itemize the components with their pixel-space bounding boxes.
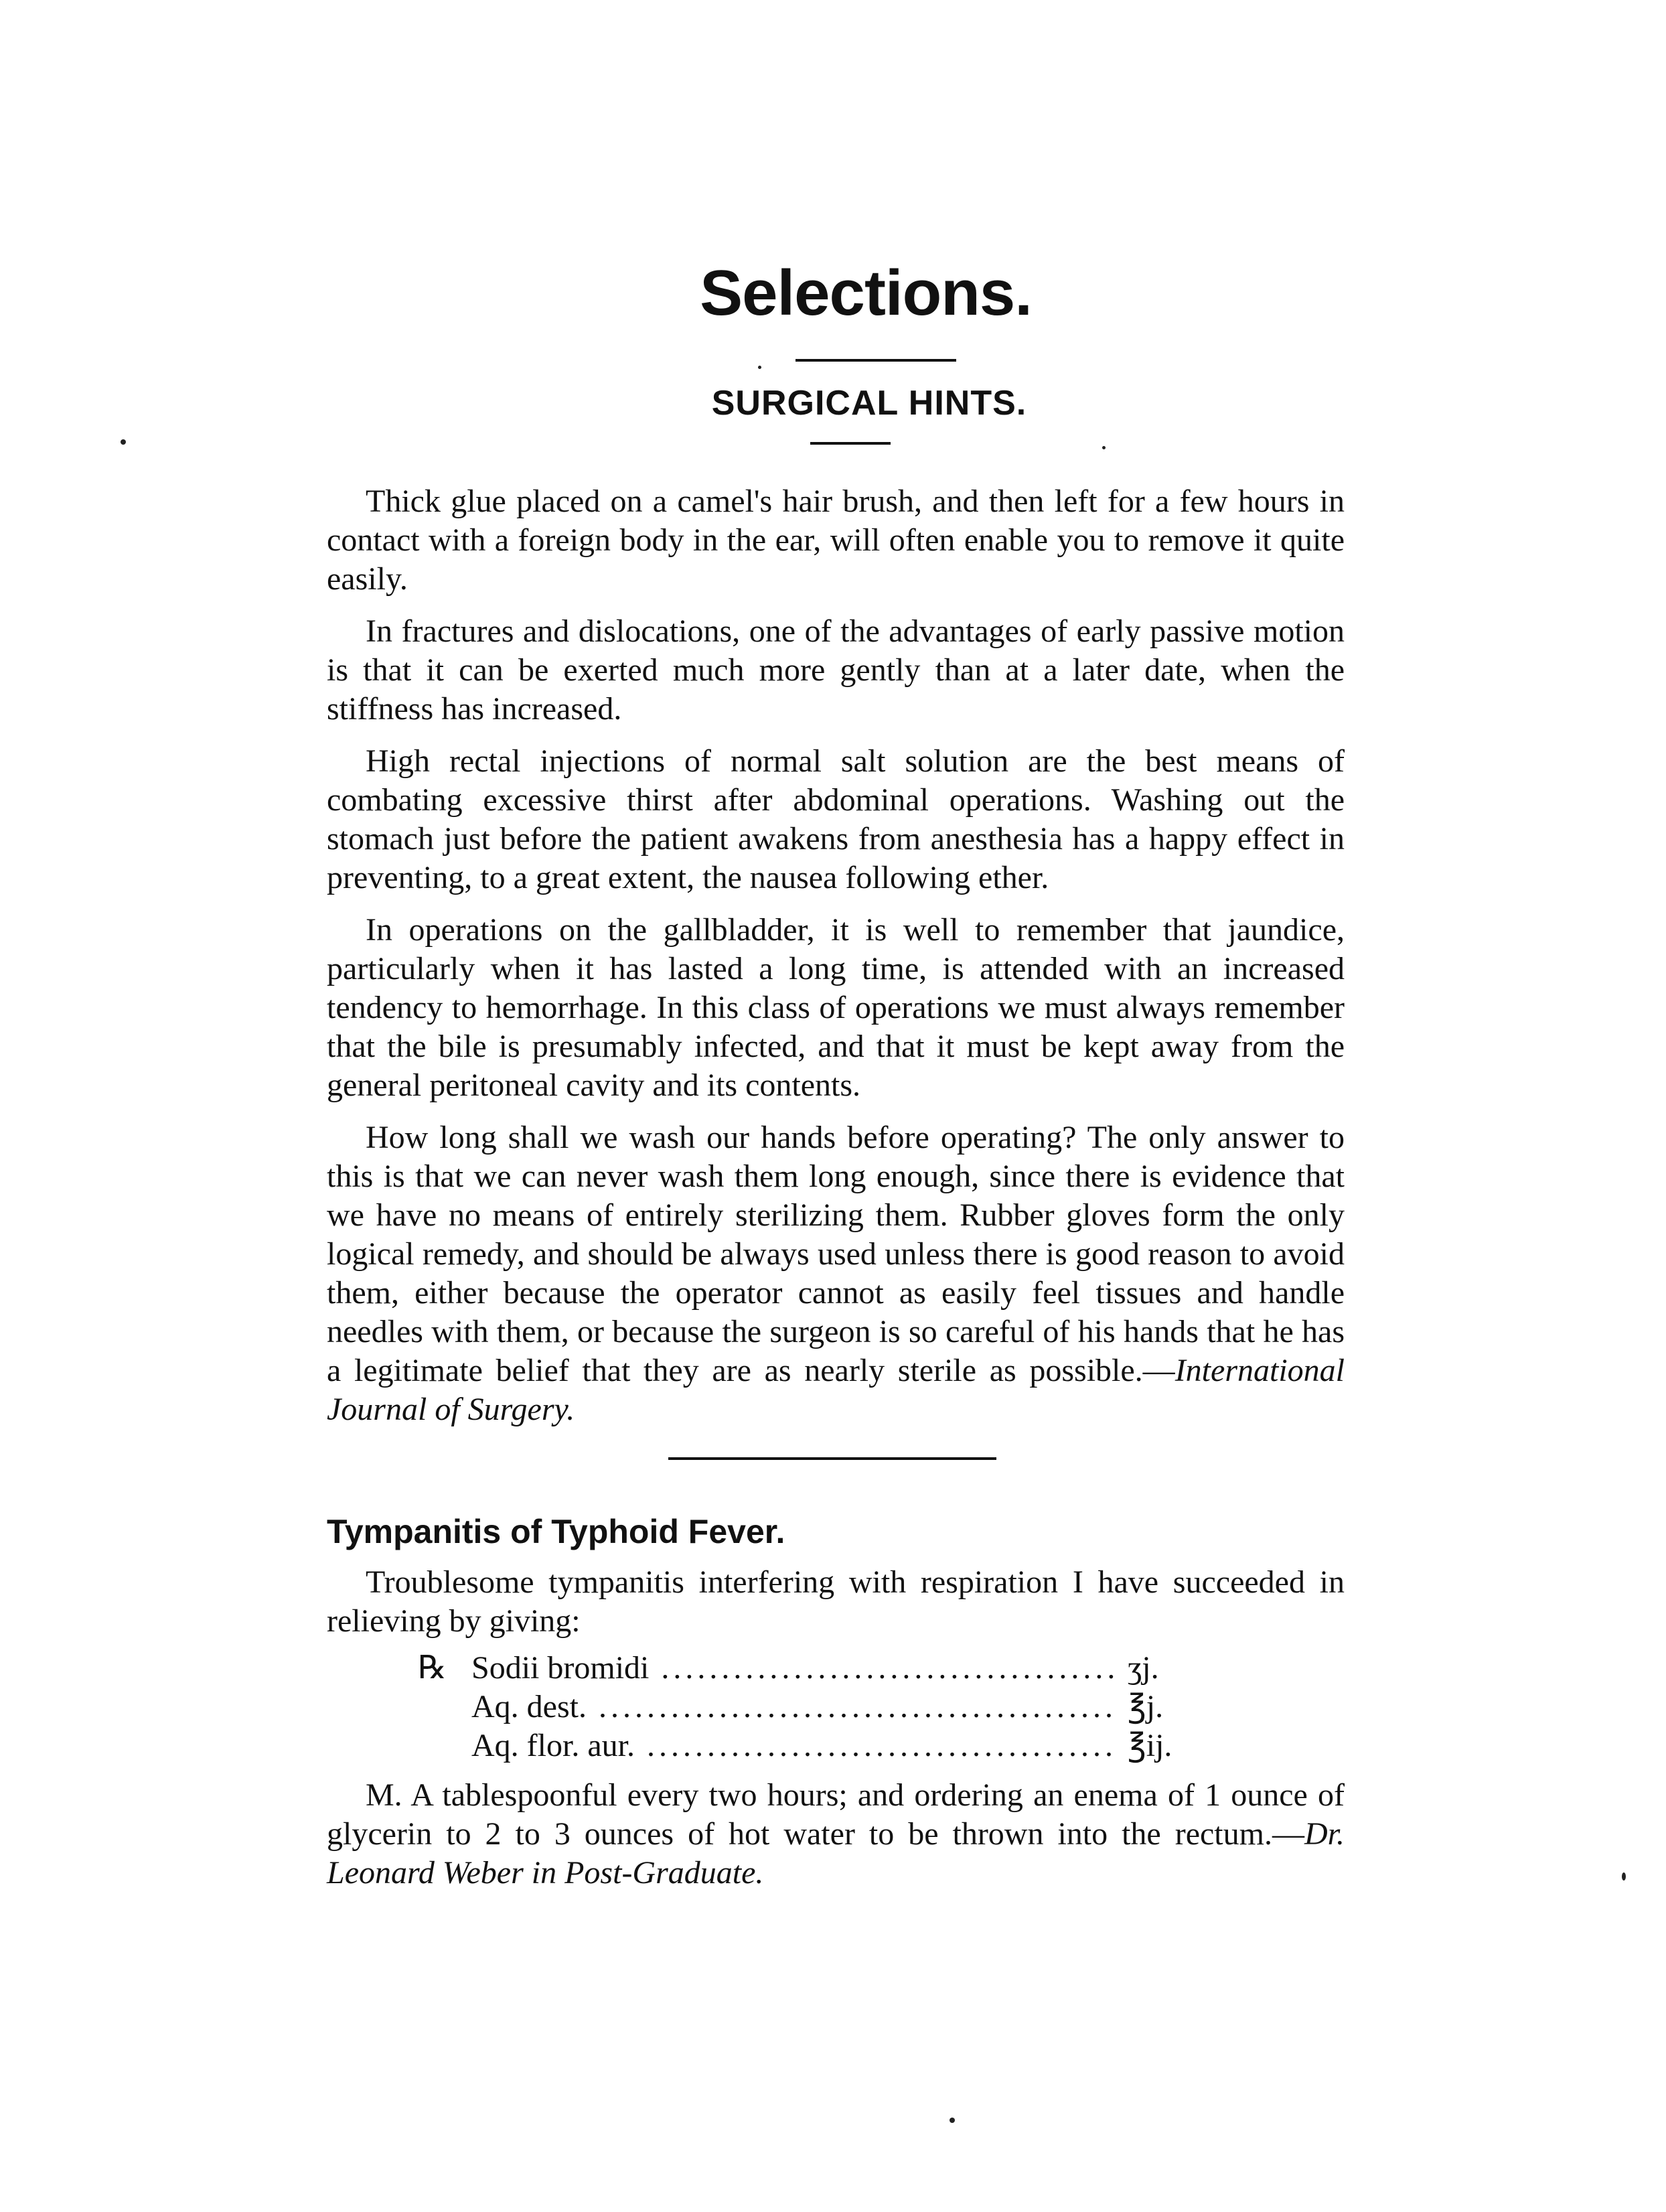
prescription-line [418, 1649, 1188, 1688]
paragraph-tympanitis-intro: Troublesome tympanitis interfering with respiration I have succeeded in relieving by giving: [327, 1564, 1345, 1639]
prescription-line [418, 1688, 1188, 1726]
section-heading-tympanitis: Tympanitis of Typhoid Fever. [327, 1513, 785, 1550]
prescription-line [418, 1726, 1188, 1765]
title-rule [796, 359, 956, 362]
paragraph-rectal-injections: High rectal injections of normal salt solution are the best means of combating excessive thirst after abdominal operations. Washing out the stomach just before the patient awakens from anesthesia has a happy effect in preventing, to a great extent, the nausea following ether. [327, 743, 1345, 895]
paragraph-hand-washing-text: How long shall we wash our hands before operating? The only answer to this is that we can never wash them long enough, since there is evidence that we have no means of entirely sterilizing them. Rubber gloves form the only logical remedy, and should be always used unless there is good reason to avoid them, either because the operator cannot as easily feel tissues and handle needles with them, or because the surgeon is so careful of his hands that he has a legitimate belief that they are as nearly sterile as possible.— [327, 1120, 1345, 1388]
scan-speck [950, 2118, 955, 2123]
scan-speck [758, 366, 761, 369]
paragraph-closing-text: M. A tablespoonful every two hours; and ordering an enema of 1 ounce of glycerin to 2 to 3 ounces of hot water to be thrown into the rectum.— [327, 1777, 1345, 1852]
ingredient-name: Aq. flor. aur. [471, 1728, 635, 1763]
scan-speck [1622, 1872, 1626, 1881]
paragraph-foreign-body: Thick glue placed on a camel's hair brush, and then left for a few hours in contact with a foreign body in the ear, will often enable you to remove it quite easily. [327, 484, 1345, 597]
paragraph-fractures: In fractures and dislocations, one of the advantages of early passive motion is that it can be exerted much more gently than at a later date, when the stiffness has increased. [327, 613, 1345, 727]
prescription-list [418, 1649, 1188, 1765]
citation-source: International Journal of Surgery. [327, 1353, 1345, 1427]
ingredient-quantity: ℥j. [1128, 1689, 1164, 1724]
scan-speck [121, 439, 126, 445]
dot-leader [661, 1649, 1116, 1688]
dot-leader [599, 1688, 1116, 1726]
section-divider [668, 1457, 996, 1460]
page-title: Selections. [700, 257, 1032, 329]
paragraph-tympanitis-closing [327, 1776, 1345, 1893]
section-heading-surgical-hints: SURGICAL HINTS. [711, 384, 1027, 423]
recipe-symbol: ℞ [418, 1650, 447, 1686]
ingredient-quantity: ʒj. [1128, 1650, 1159, 1686]
closing-citation: Dr. Leonard Weber in Post-Graduate. [327, 1816, 1345, 1891]
ingredient-name: Aq. dest. [471, 1689, 587, 1724]
paragraph-gallbladder: In operations on the gallbladder, it is well to remember that jaundice, particularly when it has lasted a long time, is attended with an increased tendency to hemorrhage. In this class of operations we must always remember that the bile is presumably infected, and that it must be kept away from the general peritoneal cavity and its contents. [327, 912, 1345, 1103]
subheading-rule [810, 442, 891, 445]
text-column [327, 253, 1345, 1893]
ingredient-name: Sodii bromidi [471, 1650, 650, 1686]
paragraph-hand-washing [327, 1118, 1345, 1429]
ingredient-quantity: ℥ij. [1128, 1728, 1172, 1763]
scan-speck [1102, 446, 1106, 449]
dot-leader [647, 1726, 1116, 1765]
